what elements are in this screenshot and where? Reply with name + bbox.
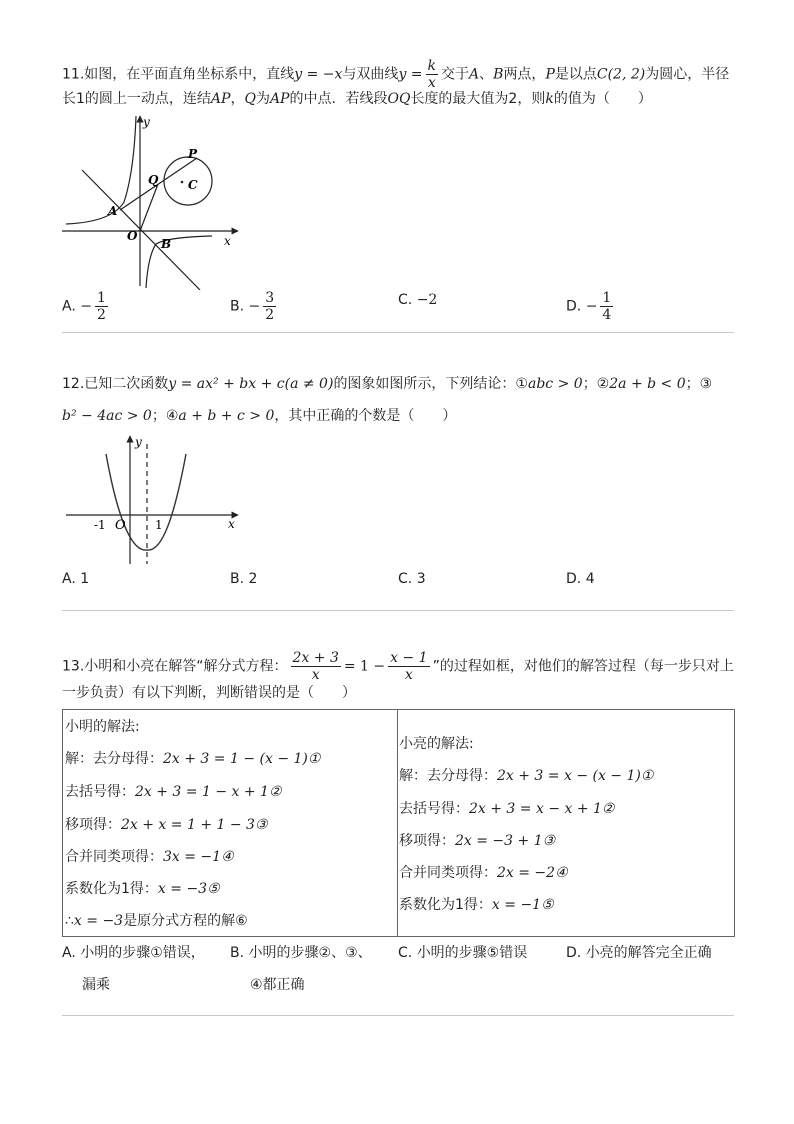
q12-option-b[interactable] [230, 569, 257, 589]
q13-option-b[interactable] [230, 943, 372, 963]
option-text: 小明的步骤②、③、 [248, 945, 372, 961]
q11-math-C: C(2, 2) [596, 66, 646, 83]
xiaoliang-step-4 [399, 863, 568, 883]
q11-label-y: y [143, 115, 150, 129]
q12-math-c2: 2a + b < 0 [609, 376, 686, 392]
step-math: 2x + x = 1 + 1 − 3③ [121, 817, 268, 833]
xiaoming-step-4 [65, 847, 234, 867]
q11-text: 是以点 [554, 66, 597, 83]
q12-math-c4: a + b + c > 0 [178, 408, 275, 424]
xiaoming-step-6 [65, 911, 248, 931]
q11-label-x: x [224, 234, 231, 248]
q11-text: 为 [255, 91, 270, 107]
q13-option-b-cont: ④都正确 [250, 977, 305, 993]
option-letter: C. [398, 945, 413, 961]
option-letter: D. [566, 298, 582, 315]
q11-label-c: C [188, 178, 198, 192]
q12-text: ；④ [151, 408, 179, 424]
option-text: 2 [248, 571, 258, 587]
option-letter: A. [62, 571, 76, 587]
option-letter: C. [398, 292, 413, 308]
q11-stem-line1 [62, 58, 729, 91]
q11-hyperbola-branch-upper [66, 116, 136, 224]
xiaoming-step-5 [65, 879, 220, 899]
q12-option-d[interactable] [566, 569, 595, 589]
option-fraction [600, 290, 613, 323]
option-letter: A. [62, 945, 76, 961]
step-label: 去括号得： [65, 784, 135, 800]
option-text: 小明的步骤⑤错误 [416, 945, 528, 961]
q11-math-OQ: OQ [387, 91, 411, 107]
q12-stem-line1 [62, 374, 712, 394]
q11-label-b: B [161, 237, 172, 251]
xiaoliang-step-2 [399, 799, 614, 819]
q11-text: 的中点．若线段 [289, 91, 388, 107]
q11-frac-num: k [427, 58, 437, 74]
separator [62, 332, 734, 333]
step-math: 3x = −1④ [163, 849, 234, 865]
option-letter: A. [62, 298, 76, 315]
step-math: 2x = −2④ [497, 865, 568, 881]
q12-label-1: 1 [155, 518, 163, 532]
xiaoliang-step-1 [399, 766, 653, 786]
q11-text: 长1的圆上一动点，连结 [62, 91, 211, 107]
q13-solution-box [62, 709, 735, 937]
q12-label-neg1: -1 [94, 518, 106, 532]
q11-math-AP: AP [269, 91, 290, 107]
option-text: 小明的步骤①错误， [80, 945, 205, 961]
q13-option-d[interactable] [566, 943, 712, 963]
q11-text: 交于 [441, 66, 470, 83]
q11-text: 两点， [503, 66, 546, 83]
q11-math-A: A [469, 66, 480, 83]
step-math: 2x + 3 = x − (x − 1)① [497, 768, 654, 784]
q12-option-a[interactable] [62, 569, 89, 589]
q11-math-Q: Q [244, 91, 256, 107]
q13-box-divider [397, 710, 398, 936]
q13-eq-left-fraction [291, 650, 341, 683]
q11-math-line: y = −x [294, 66, 343, 83]
step-math: 2x = −3 + 1③ [455, 833, 556, 849]
q12-text: 的图象如图所示，下列结论：① [333, 376, 528, 392]
frac-den: 2 [96, 307, 106, 323]
xiaoming-step-1 [65, 749, 320, 769]
frac-num: 3 [265, 290, 275, 306]
step-label: 解：去分母得： [65, 751, 163, 767]
option-letter: B. [230, 571, 245, 587]
step-label: 去括号得： [399, 801, 469, 817]
q12-label-o: O [115, 518, 126, 533]
step-math: 2x + 3 = x − x + 1② [469, 801, 615, 817]
xiaoming-title: 小明的解法: [65, 719, 140, 735]
q11-option-d[interactable] [566, 290, 616, 323]
q11-label-a: A [108, 204, 118, 218]
frac-num: x − 1 [390, 650, 428, 666]
q11-math-P: P [545, 66, 555, 83]
option-letter: C. [398, 571, 413, 587]
xiaoming-step-3 [65, 815, 268, 835]
option-text: 小亮的解答完全正确 [585, 945, 712, 961]
step-label: 系数化为1得： [65, 881, 158, 897]
q11-math-B: B [493, 66, 504, 83]
frac-den: x [404, 667, 413, 683]
option-letter: D. [566, 571, 582, 587]
step-tail: 是原分式方程的解⑥ [123, 913, 248, 929]
q11-figure [62, 112, 242, 290]
option-letter: B. [230, 945, 245, 961]
q11-stem-line2 [62, 89, 652, 109]
q12-figure [62, 432, 244, 566]
step-label: 合并同类项得： [65, 849, 163, 865]
frac-num: 1 [602, 290, 612, 306]
step-math: 2x + 3 = 1 − (x − 1)① [163, 751, 321, 767]
step-label: 合并同类项得： [399, 865, 497, 881]
xiaoming-step-2 [65, 782, 282, 802]
q11-point-c [181, 181, 184, 184]
q12-option-c[interactable] [398, 569, 426, 589]
q11-text: 、 [479, 66, 494, 83]
step-math: 2x + 3 = 1 − x + 1② [135, 784, 282, 800]
option-sign: − [248, 298, 261, 315]
option-text: 3 [416, 571, 426, 587]
q11-label-q: Q [148, 173, 159, 187]
q11-text: ， [230, 91, 245, 107]
option-letter: B. [230, 298, 245, 315]
q12-label-x: x [228, 517, 235, 531]
q12-parabola [106, 454, 186, 550]
frac-num: 2x + 3 [292, 650, 339, 666]
q12-text: 12.已知二次函数 [62, 376, 169, 392]
q12-label-y: y [135, 435, 142, 449]
q11-math-k: k [545, 91, 554, 107]
option-text: 1 [80, 571, 90, 587]
q12-text: ，其中正确的个数是（ ） [274, 408, 457, 424]
q12-math-c3: b² − 4ac > 0 [62, 408, 152, 424]
q11-fraction-k-over-x [426, 58, 438, 91]
step-math: x = −3⑤ [157, 881, 220, 897]
step-math: x = −3 [73, 913, 124, 929]
q13-option-a-cont: 漏乘 [82, 977, 110, 993]
q11-label-o: O [127, 229, 138, 243]
q11-label-p: P [188, 147, 198, 161]
q12-text: ；③ [685, 376, 713, 392]
q11-text: 长度的最大值为2，则 [410, 91, 546, 107]
q11-text: 的值为（ ） [553, 91, 652, 107]
step-label: 系数化为1得： [399, 897, 492, 913]
q11-math-AP: AP [210, 91, 231, 107]
frac-den: 4 [602, 307, 612, 323]
option-text: −2 [416, 292, 438, 308]
q12-math-c1: abc > 0 [528, 376, 583, 392]
q11-frac-den: x [427, 75, 436, 91]
q11-option-a[interactable] [62, 290, 111, 323]
option-text: 4 [585, 571, 595, 587]
q13-eq-mid: = 1 − [343, 658, 386, 675]
step-label: 解：去分母得： [399, 768, 497, 784]
separator [62, 1015, 734, 1016]
step-math: x = −1⑤ [491, 897, 554, 913]
q11-text: 11.如图，在平面直角坐标系中，直线 [62, 66, 295, 83]
option-sign: − [585, 298, 598, 315]
q13-stem-line2: 一步负责）有以下判断，判断错误的是（ ） [62, 685, 356, 701]
step-label: 移项得： [65, 817, 121, 833]
q11-text: 为圆心，半径 [645, 66, 730, 83]
q13-stem-line1 [62, 650, 734, 683]
q12-math-function: y = ax² + bx + c(a ≠ 0) [168, 376, 334, 392]
option-fraction [263, 290, 276, 323]
option-sign: − [80, 298, 92, 315]
q13-text: 13.小明和小亮在解答“解分式方程： [62, 658, 288, 675]
frac-den: 2 [265, 307, 275, 323]
q11-hyperbola-branch-lower [146, 236, 212, 288]
xiaoliang-title: 小亮的解法: [399, 736, 474, 752]
q13-text: ”的过程如框，对他们的解答过程（每一步只对上 [432, 658, 734, 675]
q13-option-a[interactable] [62, 943, 205, 963]
q12-text: ；② [582, 376, 610, 392]
separator [62, 610, 734, 611]
q13-option-c[interactable] [398, 943, 527, 963]
frac-num: 1 [96, 290, 106, 306]
q12-stem-line2 [62, 406, 456, 426]
xiaoliang-step-5 [399, 895, 554, 915]
q11-option-c[interactable] [398, 290, 437, 310]
option-letter: D. [566, 945, 582, 961]
step-label: 移项得： [399, 833, 455, 849]
q11-math-hyperbola: y = [398, 66, 423, 83]
frac-den: x [311, 667, 320, 683]
q13-eq-right-fraction [388, 650, 429, 683]
step-label: ∴ [65, 913, 74, 929]
xiaoliang-step-3 [399, 831, 555, 851]
q11-option-b[interactable] [230, 290, 279, 323]
q11-text: 与双曲线 [342, 66, 399, 83]
option-fraction [95, 290, 108, 323]
